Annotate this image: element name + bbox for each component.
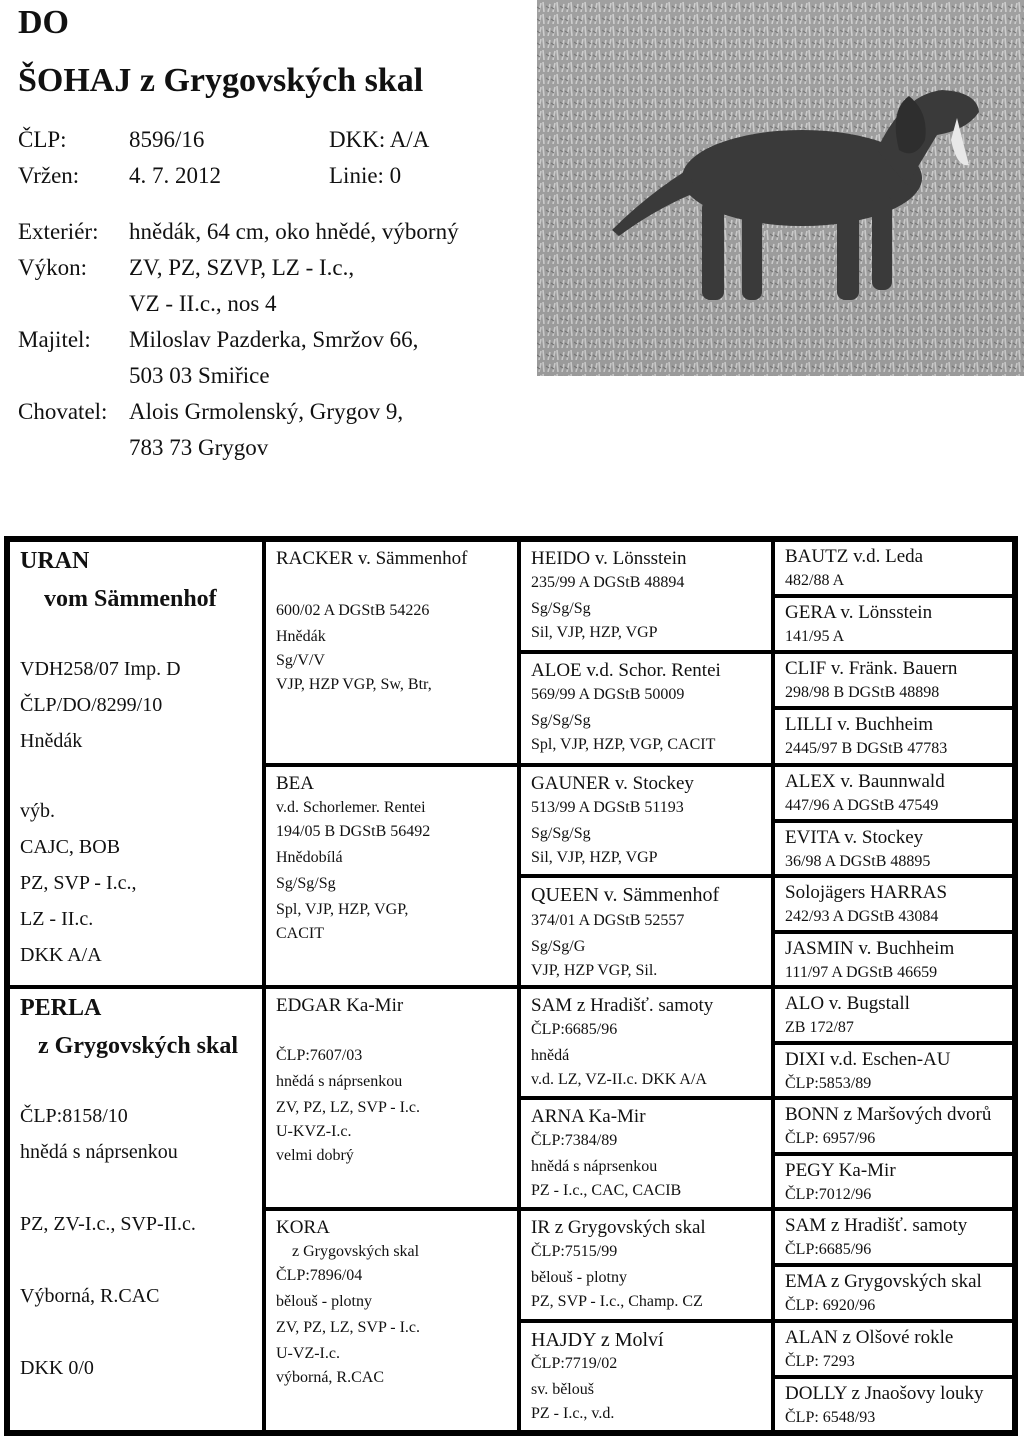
gen3-cell [519,1098,773,1209]
gen2-line: ČLP:7607/03 [276,1047,363,1064]
gen3-line: sv. bělouš [531,1381,594,1398]
gen3-line: 374/01 A DGStB 52557 [531,912,685,929]
gen4-name: EMA z Grygovských skal [785,1271,982,1292]
gen4-name: JASMIN v. Buchheim [785,938,955,959]
dkk-value: DKK: A/A [329,127,430,152]
dam-kennel: z Grygovských skal [38,1033,239,1059]
gen3-line: v.d. LZ, VZ-II.c. DKK A/A [531,1071,707,1088]
gen4-reg: 242/93 A DGStB 43084 [785,908,939,925]
exterior-label: Exteriér: [18,219,99,244]
gen4-reg: 36/98 A DGStB 48895 [785,853,931,870]
gen2-line: VJP, HZP VGP, Sw, Btr, [276,676,432,693]
dam-exams: PZ, ZV-I.c., SVP-II.c. [20,1213,196,1235]
gen3-line: HEIDO v. Lönsstein [531,548,687,569]
pedigree-table [4,536,1018,1436]
breeder-value-2: 783 73 Grygov [129,435,269,460]
gen3-cell [519,876,773,987]
gen4-name: BAUTZ v.d. Leda [785,546,924,567]
gen3-line: ČLP:7719/02 [531,1355,618,1372]
sire-grade: výb. [20,800,55,822]
sire-exams-2: LZ - II.c. [20,908,94,930]
gen4-cell [773,540,1014,596]
gen2-line: Spl, VJP, HZP, VGP, [276,901,409,918]
gen4-cell [773,1265,1014,1321]
dog-name: ŠOHAJ z Grygovských skal [18,62,424,99]
gen3-line: Spl, VJP, HZP, VGP, CACIT [531,736,716,753]
gen2-line: v.d. Schorlemer. Rentei [276,799,426,816]
gen2-line: výborná, R.CAC [276,1369,384,1386]
gen3-cell [519,987,773,1098]
gen2-line: Hnědák [276,628,326,645]
born-value: 4. 7. 2012 [129,163,221,188]
owner-value-2: 503 03 Smiřice [129,363,270,388]
gen3-line: QUEEN v. Sämmenhof [531,884,720,906]
gen2-cell [264,765,519,987]
gen3-cell [519,1321,773,1432]
performance-value-2: VZ - II.c., nos 4 [129,291,277,316]
clp-label: ČLP: [18,127,67,152]
sire-dkk: DKK A/A [20,944,102,966]
gen3-line: bělouš - plotny [531,1269,627,1286]
gen3-line: Sg/Sg/Sg [531,600,591,617]
gen4-reg: 482/88 A [785,572,845,589]
gen2-cell [264,1209,519,1432]
gen4-name: ALEX v. Baunnwald [785,771,945,792]
gen4-reg: ČLP:5853/89 [785,1075,872,1092]
sire-clp: ČLP/DO/8299/10 [20,694,163,716]
gen2-line: BEA [276,773,314,794]
gen4-reg: ČLP: 6957/96 [785,1130,876,1147]
gen3-line: Sil, VJP, HZP, VGP [531,624,658,641]
gen2-line: EDGAR Ka-Mir [276,995,404,1016]
gen4-cell [773,596,1014,652]
sire-reg: VDH258/07 Imp. D [20,658,181,680]
gen2-line: ZV, PZ, LZ, SVP - I.c. [276,1319,420,1336]
gen4-reg: 2445/97 B DGStB 47783 [785,740,948,757]
breed-code: DO [18,4,69,41]
gen3-cell [519,765,773,876]
gen2-line: KORA [276,1217,330,1238]
gen3-line: Sg/Sg/Sg [531,825,591,842]
gen3-line: Sg/Sg/Sg [531,712,591,729]
gen4-reg: ČLP: 6548/93 [785,1409,876,1426]
sire-exams-1: PZ, SVP - I.c., [20,872,137,894]
gen3-line: PZ - I.c., CAC, CACIB [531,1182,682,1199]
gen2-cell [264,540,519,765]
gen4-cell [773,876,1014,932]
gen2-line: bělouš - plotny [276,1293,372,1310]
dam-name: PERLA [20,995,102,1021]
dog-photo [537,0,1024,376]
gen4-name: SAM z Hradišť. samoty [785,1215,968,1236]
gen4-reg: 111/97 A DGStB 46659 [785,964,938,981]
gen4-cell [773,1098,1014,1154]
gen4-name: ALAN z Olšové rokle [785,1327,954,1348]
gen2-line: hnědá s náprsenkou [276,1073,403,1090]
gen3-line: ČLP:7384/89 [531,1132,618,1149]
sire-cell [8,540,264,987]
gen4-cell [773,1154,1014,1209]
gen3-line: hnědá [531,1047,570,1064]
gen3-line: IR z Grygovských skal [531,1217,706,1238]
gen4-cell [773,821,1014,876]
dog-photo-image [537,0,1024,376]
gen2-line: Hnědobílá [276,849,343,866]
gen4-cell [773,1377,1014,1432]
gen2-line: 194/05 B DGStB 56492 [276,823,431,840]
gen3-line: VJP, HZP VGP, Sil. [531,962,658,979]
gen4-name: EVITA v. Stockey [785,827,924,848]
exterior-value: hnědák, 64 cm, oko hnědé, výborný [129,219,459,244]
gen4-name: Solojägers HARRAS [785,882,948,903]
gen4-reg: 298/98 B DGStB 48898 [785,684,940,701]
gen3-line: 569/99 A DGStB 50009 [531,686,685,703]
gen3-line: Sil, VJP, HZP, VGP [531,849,658,866]
gen3-line: ARNA Ka-Mir [531,1106,646,1127]
clp-value: 8596/16 [129,127,205,152]
born-label: Vržen: [18,163,80,188]
gen2-line: RACKER v. Sämmenhof [276,548,468,569]
sire-color: Hnědák [20,730,83,752]
gen3-line: Sg/Sg/G [531,938,586,955]
gen3-line: 513/99 A DGStB 51193 [531,799,684,816]
gen2-cell [264,987,519,1209]
gen2-line: ČLP:7896/04 [276,1267,363,1284]
sire-kennel: vom Sämmenhof [44,586,217,612]
dam-clp: ČLP:8158/10 [20,1105,128,1127]
gen2-line: Sg/Sg/Sg [276,875,336,892]
gen4-name: PEGY Ka-Mir [785,1160,896,1181]
gen2-line: U-KVZ-I.c. [276,1123,352,1140]
gen4-reg: ZB 172/87 [785,1019,854,1036]
gen2-line: z Grygovských skal [292,1243,420,1260]
breeder-value-1: Alois Grmolenský, Grygov 9, [129,399,404,424]
gen2-line: ZV, PZ, LZ, SVP - I.c. [276,1099,420,1116]
gen4-cell [773,652,1014,708]
gen3-line: PZ - I.c., v.d. [531,1405,615,1422]
owner-value-1: Miloslav Pazderka, Smržov 66, [129,327,419,352]
breeder-label: Chovatel: [18,399,108,424]
gen4-reg: ČLP: 7293 [785,1353,855,1370]
gen4-name: BONN z Maršových dvorů [785,1104,992,1125]
gen4-name: CLIF v. Fränk. Bauern [785,658,958,679]
gen2-line: 600/02 A DGStB 54226 [276,602,430,619]
gen4-reg: ČLP:6685/96 [785,1241,872,1258]
gen4-name: GERA v. Lönsstein [785,602,933,623]
dam-dkk: DKK 0/0 [20,1357,94,1379]
gen3-line: GAUNER v. Stockey [531,773,694,794]
gen4-reg: ČLP:7012/96 [785,1186,872,1203]
gen3-line: SAM z Hradišť. samoty [531,995,714,1016]
gen4-cell [773,765,1014,821]
gen2-line: Sg/V/V [276,652,325,669]
gen4-name: DIXI v.d. Eschen-AU [785,1049,951,1070]
sire-titles: CAJC, BOB [20,836,121,858]
gen3-line: hnědá s náprsenkou [531,1158,658,1175]
sire-name: URAN [20,548,90,574]
gen3-line: ČLP:7515/99 [531,1243,618,1260]
performance-value-1: ZV, PZ, SZVP, LZ - I.c., [129,255,355,280]
line-value: Linie: 0 [329,163,402,188]
gen4-reg: ČLP: 6920/96 [785,1297,876,1314]
gen4-cell [773,987,1014,1043]
gen3-line: ALOE v.d. Schor. Rentei [531,660,721,681]
gen2-line: CACIT [276,925,324,942]
gen3-cell [519,652,773,765]
gen3-line: 235/99 A DGStB 48894 [531,574,685,591]
gen2-line: U-VZ-I.c. [276,1345,340,1362]
performance-label: Výkon: [18,255,87,280]
gen4-reg: 141/95 A [785,628,845,645]
gen3-line: PZ, SVP - I.c., Champ. CZ [531,1293,703,1310]
gen3-line: ČLP:6685/96 [531,1021,618,1038]
gen4-reg: 447/96 A DGStB 47549 [785,797,939,814]
dam-cell [8,987,264,1432]
gen3-cell [519,540,773,652]
gen3-line: HAJDY z Molví [531,1329,664,1351]
owner-label: Majitel: [18,327,91,352]
gen4-name: LILLI v. Buchheim [785,714,934,735]
dam-color: hnědá s náprsenkou [20,1141,178,1163]
gen3-cell [519,1209,773,1321]
gen4-cell [773,1043,1014,1098]
dam-grade: Výborná, R.CAC [20,1285,160,1307]
gen4-cell [773,1321,1014,1377]
gen2-line: velmi dobrý [276,1147,354,1164]
gen4-name: DOLLY z Jnaošovy louky [785,1383,984,1404]
gen4-cell [773,932,1014,987]
gen4-cell [773,1209,1014,1265]
gen4-name: ALO v. Bugstall [785,993,910,1014]
gen4-cell [773,708,1014,765]
